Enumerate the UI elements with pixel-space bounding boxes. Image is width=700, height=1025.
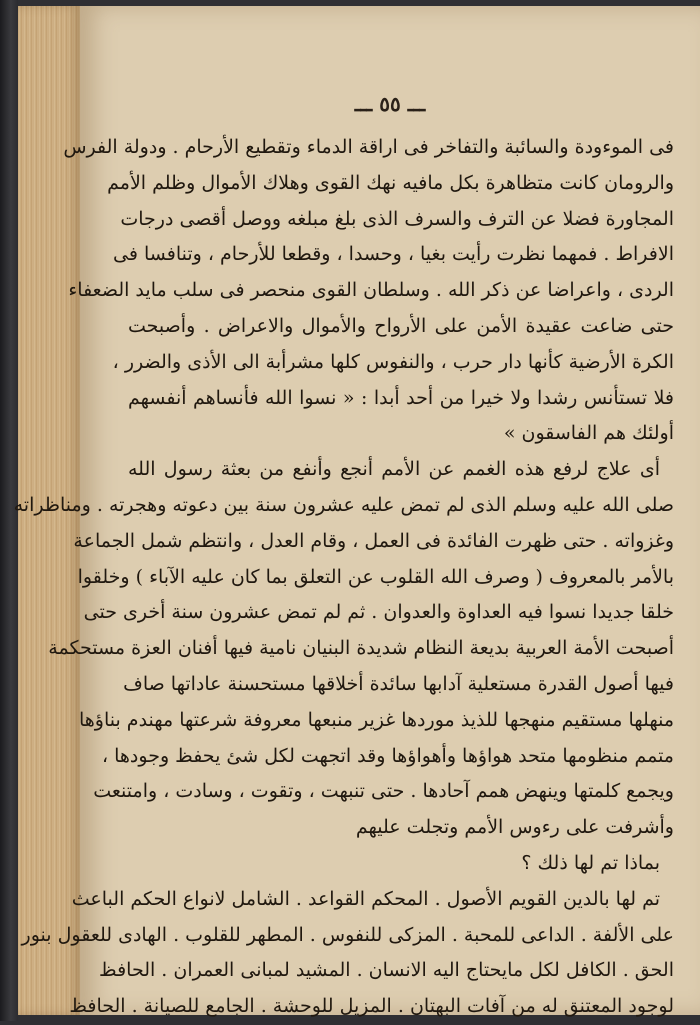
- body-text: [13, 130, 674, 1025]
- text-line: وأشرفت على رءوس الأمم وتجلت عليهم: [355, 816, 674, 839]
- text-line: وغزواته . حتى ظهرت الفائدة فى العمل ، وقام العدل ، وانتظم شمل الجماعة: [73, 529, 674, 552]
- text-line: على الألفة . الداعى للمحبة . المزكى للنفوس . المطهر للقلوب . الهادى للعقول بنور: [21, 923, 674, 946]
- text-line: حتى ضاعت عقيدة الأمن على الأرواح والأموال والاعراض . وأصبحت: [128, 314, 674, 337]
- text-line: المجاورة فضلا عن الترف والسرف الذى بلغ مبلغه ووصل أقصى درجات: [120, 207, 674, 230]
- text-line: منهلها مستقيم منهجها للذيذ موردها غزير منبعها معروفة شرعتها مهندم بناؤها: [78, 708, 674, 731]
- text-line: فيها أصول القدرة مستعلية آدابها سائدة أخلاقها مستحسنة عاداتها صاف: [123, 672, 674, 695]
- text-line: خلقا جديدا نسوا فيه العداوة والعدوان . ثم لم تمض عشرون سنة أخرى حتى: [83, 601, 674, 624]
- text-line: صلى الله عليه وسلم الذى لم تمض عليه عشرون سنة بين دعوته وهجرته . ومناظراته: [13, 493, 674, 516]
- text-line: بالأمر بالمعروف ( وصرف الله القلوب عن التعلق بما كان عليه الآباء ) وخلقوا: [77, 565, 674, 588]
- text-line: والرومان كانت متظاهرة بكل مافيه نهك القوى وهلاك الأموال وظلم الأمم: [107, 171, 674, 194]
- text-line: أى علاج لرفع هذه الغمم عن الأمم أنجع وأنفع من بعثة رسول الله: [128, 458, 660, 481]
- text-line: فلا تستأنس رشدا ولا خيرا من أحد أبدا : « نسوا الله فأنساهم أنفسهم: [128, 386, 674, 409]
- text-line: بماذا تم لها ذلك ؟: [521, 851, 660, 874]
- text-line: ويجمع كلمتها وينهض همم آحادها . حتى تنبهت ، وتقوت ، وسادت ، وامتنعت: [93, 780, 674, 803]
- text-line: أصبحت الأمة العربية بديعة النظام شديدة البنيان نامية فيها أفنان العزة مستحكمة: [48, 637, 674, 660]
- text-line: الحق . الكافل لكل مايحتاج اليه الانسان . المشيد لمبانى العمران . الحافظ: [99, 959, 674, 982]
- page-number: ـــ ٥٥ ـــ: [354, 92, 426, 116]
- text-line: فى الموءودة والسائبة والتفاخر فى اراقة الدماء وتقطيع الأرحام . ودولة الفرس: [63, 136, 674, 158]
- text-line: تم لها بالدين القويم الأصول . المحكم القواعد . الشامل لانواع الحكم الباعث: [71, 887, 660, 910]
- text-line: أولئك هم الفاسقون »: [503, 422, 674, 445]
- text-line: الردى ، واعراضا عن ذكر الله . وسلطان القوى منحصر فى سلب مايد الضعفاء: [68, 279, 674, 302]
- text-line: متمم منظومها متحد هواؤها وأهواؤها وقد اتجهت لكل شئ يحفظ وجودها ،: [101, 744, 674, 767]
- text-line: الافراط . فمهما نظرت رأيت بغيا ، وحسدا ، وقطعا للأرحام ، وتنافسا فى: [113, 243, 674, 266]
- book-page: [13, 6, 700, 1018]
- text-line: لوجود المعتنق له من آفات البهتان . المزيل للوحشة . الجامع للصيانة . الحافظ: [69, 995, 674, 1018]
- text-line: الكرة الأرضية كأنها دار حرب ، والنفوس كلها مشرأبة الى الأذى والضرر ،: [112, 350, 674, 373]
